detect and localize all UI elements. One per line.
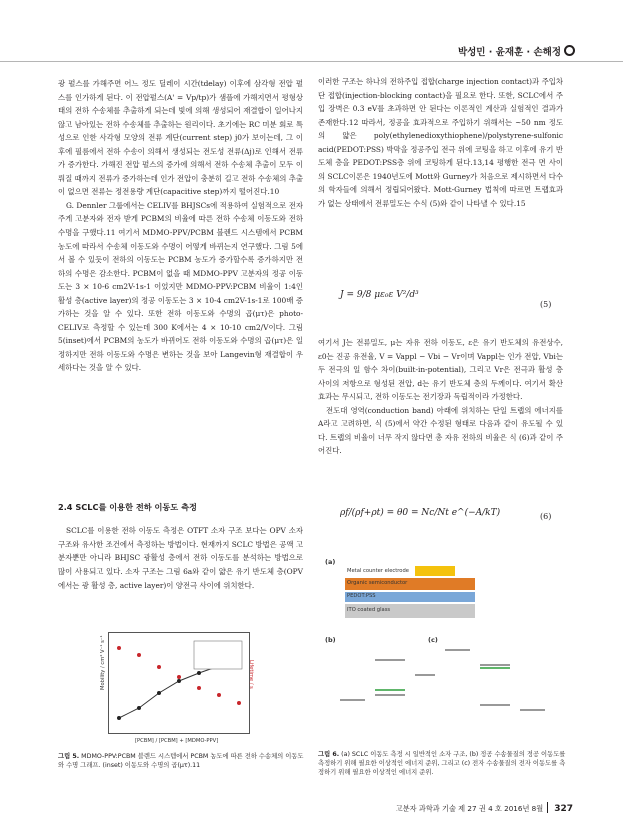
paragraph: G. Dennler 그룹에서는 CELIV를 BHJSCs에 적용하여 실험적으로 전자 주게 고분자와 전자 받게 PCBM의 비율에 따른 전하 수송체 이동도와 전하 수명을 구했다.11 여기서 MDMO-PPV/PCBM 블렌드 시스템에서 PCBM 농도에 따라서 수송체 이동도와 수명이 어떻게 바뀌는지 연구했다. 그림 5에서 볼 수 있듯이 전하의 이동도는 PCBM 농도가 증가할수록 증가하지만 전하의 수명은 감소한다. PCBM이 없을 때 MDMO-PPV 고분자의 정공 이동도는 3 × 10-6 cm2V-1s-1 이었지만 MDMO-PPV:PCBM 비율이 1:4인 활성 층(active layer)의 정공 이동도는 3 × 10-4 cm2V-1s-1로 100배 증가하는 것을 알 수 있다. 또한 전하 이동도와 수명의 곱(μτ)은 photo- CELIV로 측정할 수 있는데 300 K에서는 4 × 10-10 cm2/V이다. 그림 5(inset)에서 PCBM의 농도가 바뀌어도 전하 이동도와 수명의 곱(μτ)은 일정하지만 전하 이동도와 수명은 변하는 것을 보아 Langevin형 재결합이 우세하다는 것을 알 수 있다. — [58, 200, 303, 373]
layer-label: ITO coated glass — [347, 607, 391, 613]
page-number: 327 — [554, 804, 573, 814]
header-rule — [0, 61, 623, 62]
y-axis-label: Mobility / cm² V⁻¹ s⁻¹ — [100, 635, 106, 690]
paragraph: SCLC를 이용한 전하 이동도 측정은 OTFT 소자 구조 보다는 OPV 소자 구조와 유사한 조건에서 측정하는 방법이다. 현재까지 SCLC 방법은 공액 고분자뿐만 아니라 BHJSC 광활성 층에서 전하 이동도를 분석하는 방법으로 많이 사용되고 있다. 소자 구조는 그림 6a와 같이 얇은 유기 반도체 층(OPV에서는 광 활성 층, active layer)이 양전극 사이에 위치한다. — [58, 526, 303, 590]
panel-label: (b) — [325, 636, 336, 644]
equation-number: (6) — [540, 512, 552, 521]
y2-axis-label: Lifetime / s — [248, 660, 254, 689]
circle-bullet-icon — [564, 45, 575, 56]
equation-5: J = 9/8 με₀ε V²/d³ — [340, 290, 419, 300]
layer-label: Organic semiconductor — [347, 580, 408, 586]
page-footer: 고분자 과학과 기술 제 27 권 4 호 2016년 8월 327 — [395, 804, 573, 814]
paragraph: 여기서 J는 전류밀도, μ는 자유 전하 이동도, ε은 유기 반도체의 유전상수, ε0는 진공 유전율, V = Vappl − Vbi − Vr이며 Vappl는 인가 전압, Vbi는 두 전극의 일 함수 차이(built-in-potential), 그리고 Vr은 전극과 활성 층 사이의 저항으로 형성된 전압, d는 유기 반도체 층의 두께이다. 여기서 확산 효과는 무시되고, 전하 이동도는 전기장과 독립적이라 가정한다. — [318, 338, 563, 402]
figure-5-caption: 그림 5. MDMO-PPV:PCBM 블렌드 시스템에서 PCBM 농도에 따른 전하 수송체의 이동도와 수명 그래프. (inset) 이동도와 수명의 곱(μτ).11 — [58, 753, 304, 769]
energy-level-diagrams — [330, 640, 560, 720]
footer-divider — [547, 802, 548, 813]
paragraph: 전도대 영역(conduction band) 아래에 위치하는 단일 트랩의 에너지를 A라고 고려하면, 식 (5)에서 약간 수정된 형태로 다음과 같이 유도될 수 있다. 트랩의 비율이 너무 작지 않다면 총 자유 전하의 비율은 식 (6)과 같이 주어진다. — [318, 405, 563, 456]
figure-5-svg — [109, 633, 249, 733]
left-column — [58, 77, 303, 375]
author-header: 박성민 · 윤재훈 · 손해정 — [458, 44, 575, 58]
section-heading: 2.4 SCLC를 이용한 전하 이동도 측정 — [58, 502, 197, 512]
right-column — [318, 75, 563, 210]
right-column-cont — [318, 336, 563, 458]
equation-6: ρf/(ρf+ρt) = θ0 = Nc/Nt e^(−A/kT) — [340, 508, 501, 518]
section-body — [58, 517, 303, 600]
paragraph: 광 펄스를 가해주면 어느 정도 딜레이 시간(tdelay) 이후에 삼각형 전압 펄스를 인가하게 된다. 이 전압펄스(A' = Vp/tp)가 샘플에 가해지면서 평형상태의 전하 수송체를 추출하게 되는데 빛에 의해 생성되어 재결합이 일어나지 않고 남아있는 전하 수송체를 추출하는 원리이다. 초기에는 RC 미분 회로 특성으로 인한 사각형 모양의 전류 계단(current step) j0가 보이는데, 그 이후에 필름에서 전하 수송이 의해서 생성되는 전도성 전류(Δj)로 인해서 전류가 증가한다. 가해진 전압 펄스의 증가에 의해서 전하 수송체 추출이 모두 이뤄질 때까지 전류가 증가하는데 인가 전압이 충분히 길고 전하 수송체의 추출이 없으면 전류는 정전용량 계단(capacitive step)까지 떨어진다.10 — [58, 79, 303, 197]
figure-6-caption: 그림 6. (a) SCLC 이동도 측정 시 일반적인 소자 구조, (b) 정공 수송물질의 정공 이동도를 측정하기 위해 필요한 이상적인 에너지 준위, 그리고 (c) 전자 수송물질의 전자 이동도를 측정하기 위해 필요한 이상적인 에너지 준위. — [318, 751, 566, 776]
equation-number: (5) — [540, 300, 552, 309]
paragraph: 이러한 구조는 하나의 전하주입 접합(charge injection contact)과 주입차단 접합(injection-blocking contact)을 필요로 한다. 또한, SCLC에서 주입 장벽은 0.3 eV를 초과하면 안 된다는 이론적인 계산과 실험적인 결과가 존재한다.12 따라서, 정공을 효과적으로 주입하기 위해서는 ~50 nm 정도의 얇은 poly(ethylenedioxythiophene)/polystyrene-sulfonic acid(PEDOT:PSS) 박막을 정공주입 전극 위에 코팅을 하고 이후에 유기 반도체 층을 PEDOT:PSS층 위에 코팅하게 된다.13,14 평행한 전극 면 사이의 SCLC이론은 1940년도에 Mott와 Gurney가 처음으로 제시하면서 다수의 학자들에 의해서 정립되어왔다. Mott-Gurney 법칙에 따르면 트랩효과가 없는 상태에서 전류밀도는 수식 (5)와 같이 나타낼 수 있다.15 — [318, 77, 563, 208]
panel-label: (a) — [325, 558, 336, 566]
panel-label: (c) — [428, 636, 438, 644]
x-axis-label: [PCBM] / [PCBM] + [MDMO-PPV] — [135, 738, 219, 744]
device-stack — [335, 564, 485, 622]
figure-5-plot — [108, 632, 250, 734]
layer-label: Metal counter electrode — [347, 568, 409, 574]
layer-label: PEDOT:PSS — [347, 593, 376, 599]
